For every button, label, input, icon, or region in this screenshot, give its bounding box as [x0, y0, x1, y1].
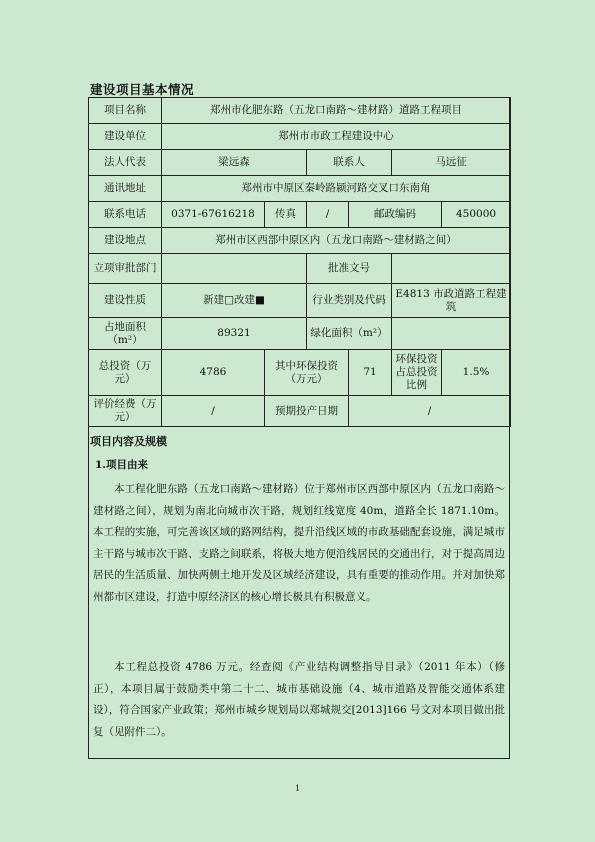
contact-value: 马远征	[392, 150, 511, 176]
ratio-value: 1.5%	[442, 350, 511, 396]
area-value: 89321	[162, 318, 307, 350]
table-row	[89, 318, 511, 350]
unit-label: 建设单位	[89, 124, 162, 150]
phone-value: 0371-67616218	[162, 202, 265, 228]
page-number: 1	[294, 784, 301, 793]
env-invest-value: 71	[349, 350, 392, 396]
table-row	[89, 254, 511, 284]
date-label: 预期投产日期	[265, 396, 349, 427]
invest-value: 4786	[162, 350, 265, 396]
industry-value: E4813 市政道路工程建筑	[392, 284, 511, 318]
location-label: 建设地点	[89, 228, 162, 254]
table-row	[89, 98, 511, 124]
unit-value: 郑州市市政工程建设中心	[162, 124, 511, 150]
contact-label: 联系人	[307, 150, 392, 176]
address-label: 通讯地址	[89, 176, 162, 202]
subsection-heading: 1.项目由来	[95, 459, 148, 471]
approval-label: 立项审批部门	[89, 254, 162, 284]
section-heading: 项目内容及规模	[90, 435, 167, 448]
zip-label: 邮政编码	[349, 202, 442, 228]
date-value: /	[349, 396, 511, 427]
table-row	[89, 150, 511, 176]
approval-doc-label: 批准文号	[307, 254, 392, 284]
area-label: 占地面积（m²）	[89, 318, 162, 350]
table-row	[89, 350, 511, 396]
table-row	[89, 396, 511, 427]
page-title: 建设项目基本情况	[90, 82, 195, 97]
table-row	[89, 124, 511, 150]
table-row	[89, 228, 511, 254]
table-row	[89, 284, 511, 318]
industry-label: 行业类别及代码	[307, 284, 392, 318]
legal-label: 法人代表	[89, 150, 162, 176]
eval-label: 评价经费（万元）	[89, 396, 162, 427]
project-name-label: 项目名称	[89, 98, 162, 124]
fax-label: 传真	[265, 202, 307, 228]
green-value	[392, 318, 511, 350]
paragraph-investment: 本工程总投资 4786 万元。经查阅《产业结构调整指导目录》（2011 年本）（修正），本项目属于鼓励类中第二十二、城市基础设施（4、城市道路及智能交通体系建设），符合国家产业政策；郑州市城乡规划局以郑城规交[2013]166 号文对本项目做出批复（见附件二）。	[93, 661, 505, 738]
ratio-label: 环保投资占总投资比例	[392, 350, 442, 396]
approval-value	[162, 254, 307, 284]
fax-value: /	[307, 202, 349, 228]
address-value: 郑州市中原区秦岭路颍河路交叉口东南角	[162, 176, 511, 202]
location-value: 郑州市区西部中原区内（五龙口南路～建材路之间）	[162, 228, 511, 254]
legal-value: 梁远森	[162, 150, 307, 176]
table-row	[89, 176, 511, 202]
table-row	[89, 202, 511, 228]
eval-value: /	[162, 396, 265, 427]
phone-label: 联系电话	[89, 202, 162, 228]
paragraph-origin: 本工程化肥东路（五龙口南路～建材路）位于郑州市区西部中原区内（五龙口南路～建材路之间），规划为南北向城市次干路，规划红线宽度 40m，道路全长 1871.10m。本工程的实施，可完善该区域的路网结构，提升沿线区域的市政基础配套设施，满足城市主干路与城市次干路、支路之间联系，将极大地方便沿线居民的交通出行，对于提高周边居民的生活质量、加快两侧土地开发及区域经济建设，具有重要的推动作用。并对加快郑州都市区建设，打造中原经济区的核心增长极具有积极意义。	[93, 483, 505, 603]
invest-label: 总投资（万元）	[89, 350, 162, 396]
approval-doc-value	[392, 254, 511, 284]
green-label: 绿化面积（m²）	[307, 318, 392, 350]
project-name-value: 郑州市化肥东路（五龙口南路～建材路）道路工程项目	[162, 98, 511, 124]
nature-value: 新建□改建■	[162, 284, 307, 318]
zip-value: 450000	[442, 202, 511, 228]
nature-label: 建设性质	[89, 284, 162, 318]
env-invest-label: 其中环保投资（万元）	[265, 350, 349, 396]
project-info-table	[88, 97, 511, 427]
